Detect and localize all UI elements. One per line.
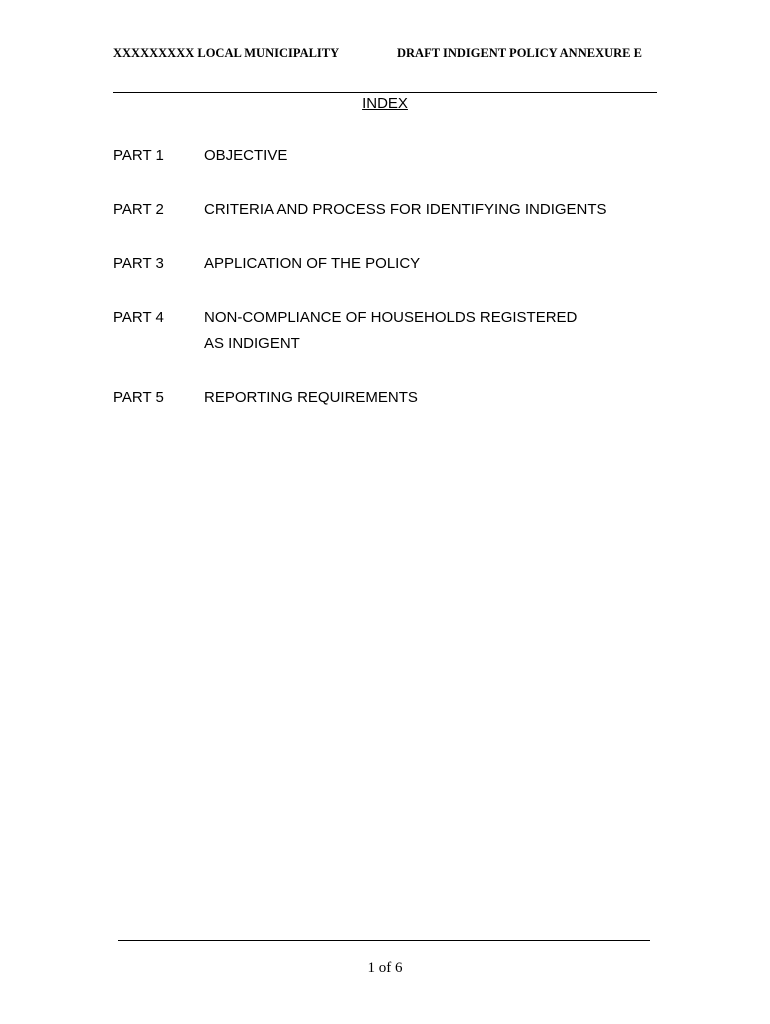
entry-part-label: PART 2 xyxy=(113,201,164,218)
header-document-title: DRAFT INDIGENT POLICY ANNEXURE E xyxy=(397,46,642,60)
footer-divider xyxy=(118,940,650,941)
header-divider xyxy=(113,92,657,93)
entry-part-label: PART 4 xyxy=(113,309,164,326)
entry-part-label: PART 5 xyxy=(113,389,164,406)
entry-part-label: PART 3 xyxy=(113,255,164,272)
entry-title: REPORTING REQUIREMENTS xyxy=(204,389,418,406)
entry-title: NON-COMPLIANCE OF HOUSEHOLDS REGISTERED xyxy=(204,309,578,326)
index-heading: INDEX xyxy=(362,95,408,112)
page-number: 1 of 6 xyxy=(367,960,403,976)
entry-title-continuation: AS INDIGENT xyxy=(204,335,300,352)
entry-title: APPLICATION OF THE POLICY xyxy=(204,255,421,272)
header-municipality: XXXXXXXXX LOCAL MUNICIPALITY xyxy=(113,46,340,60)
entry-part-label: PART 1 xyxy=(113,147,164,164)
entry-title: OBJECTIVE xyxy=(204,147,288,164)
entry-title: CRITERIA AND PROCESS FOR IDENTIFYING INDIGENTS xyxy=(204,201,607,218)
